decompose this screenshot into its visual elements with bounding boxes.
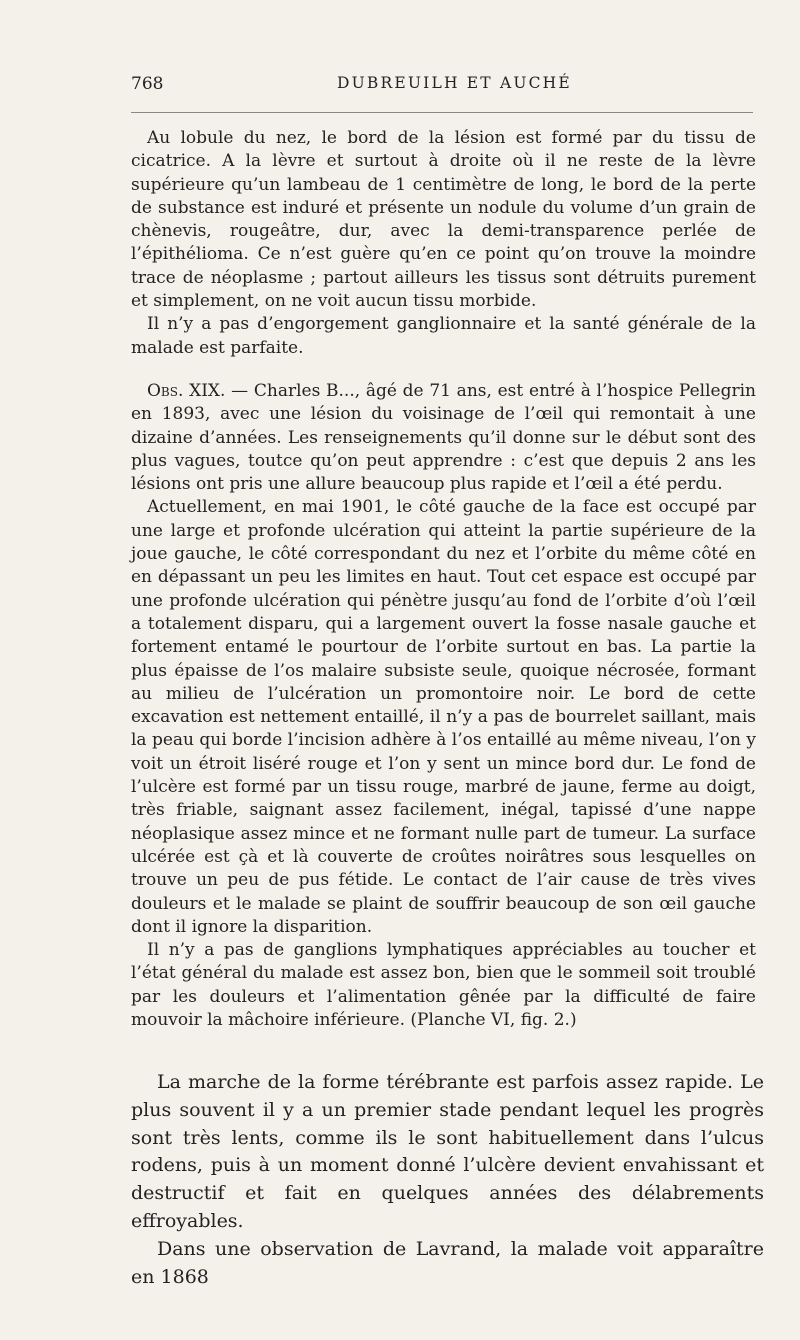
observation-label: Obs. XIX. — [147, 381, 226, 401]
section-continuation — [131, 127, 756, 360]
observation-intro — [131, 380, 756, 496]
observation-xix — [131, 380, 756, 1032]
paragraph: Actuellement, en mai 1901, le côté gauche de la face est occupé par une large et profonde ulcération qui atteint la partie supérieure de la joue gauche, le côté correspondant du nez et l’orbite du même côté en en dépassant un peu les limites en haut. Tout cet espace est occupé par une profonde ulcération qui pénètre jusqu’au fond de l’orbite d’où l’œil a totalement disparu, qui a largement ouvert la fosse nasale gauche et fortement entamé le pourtour de l’orbite surtout en bas. La partie la plus épaisse de l’os malaire subsiste seule, quoique nécrosée, formant au milieu de l’ulcération un promontoire noir. Le bord de cette excavation est nettement entaillé, il n’y a pas de bourrelet saillant, mais la peau qui borde l’incision adhère à l’os entaillé au même niveau, l’on y voit un étroit liséré rouge et l’on y sent un mince bord dur. Le fond de l’ulcère est formé par un tissu rouge, marbré de jaune, ferme au doigt, très friable, saignant assez facilement, inégal, tapissé d’une nappe néoplasique assez mince et ne formant nulle part de tumeur. La surface ulcérée est çà et là couverte de croûtes noirâtres sous lesquelles on trouve un peu de pus fétide. Le contact de l’air cause de très vives douleurs et le malade se plaint de souffrir beaucoup de son œil gauche dont il ignore la disparition. — [131, 497, 756, 937]
page-header — [131, 74, 760, 102]
paragraph: Au lobule du nez, le bord de la lésion est formé par du tissu de cicatrice. A la lèvre et surtout à droite où il ne reste de la lèvre supérieure qu’un lambeau de 1 centimètre de long, le bord de la perte de substance est induré et présente un nodule du volume d’un grain de chènevis, rougeâtre, dur, avec la demi-transparence perlée de l’épithélioma. Ce n’est guère qu’en ce point qu’on trouve la moindre trace de néoplasme ; partout ailleurs les tissus sont détruits purement et simplement, on ne voit aucun tissu morbide. — [131, 128, 756, 312]
paragraph: Il n’y a pas de ganglions lymphatiques appréciables au toucher et l’état général du malade est assez bon, bien que le sommeil soit troublé par les douleurs et l’alimentation gênée par la difficulté de faire mouvoir la mâchoire inférieure. (Planche VI, fig. 2.) — [131, 940, 756, 1031]
page-number: 768 — [131, 74, 164, 94]
paragraph: La marche de la forme térébrante est parfois assez rapide. Le plus souvent il y a un premier stade pendant lequel les progrès sont très lents, comme ils le sont habituellement dans l’ulcus rodens, puis à un moment donné l’ulcère devient envahissant et destructif et fait en quelques années des délabrements effroyables. — [131, 1071, 764, 1232]
observation-intro-text: — Charles B..., âgé de 71 ans, est entré à l’hospice Pellegrin en 1893, avec une lésion du voisinage de l’œil qui remontait à une dizaine d’années. Les renseignements qu’il donne sur le début sont des plus vagues, toutce qu’on peut apprendre : c’est que depuis 2 ans les lésions ont pris une allure beaucoup plus rapide et l’œil a été perdu. — [131, 381, 756, 495]
main-text-section — [131, 1069, 764, 1291]
paragraph: Il n’y a pas d’engorgement ganglionnaire et la santé générale de la malade est parfaite. — [131, 314, 756, 358]
running-head: DUBREUILH ET AUCHÉ — [337, 74, 572, 92]
paragraph: Dans une observation de Lavrand, la malade voit apparaître en 1868 — [131, 1237, 764, 1288]
header-rule — [131, 112, 753, 113]
